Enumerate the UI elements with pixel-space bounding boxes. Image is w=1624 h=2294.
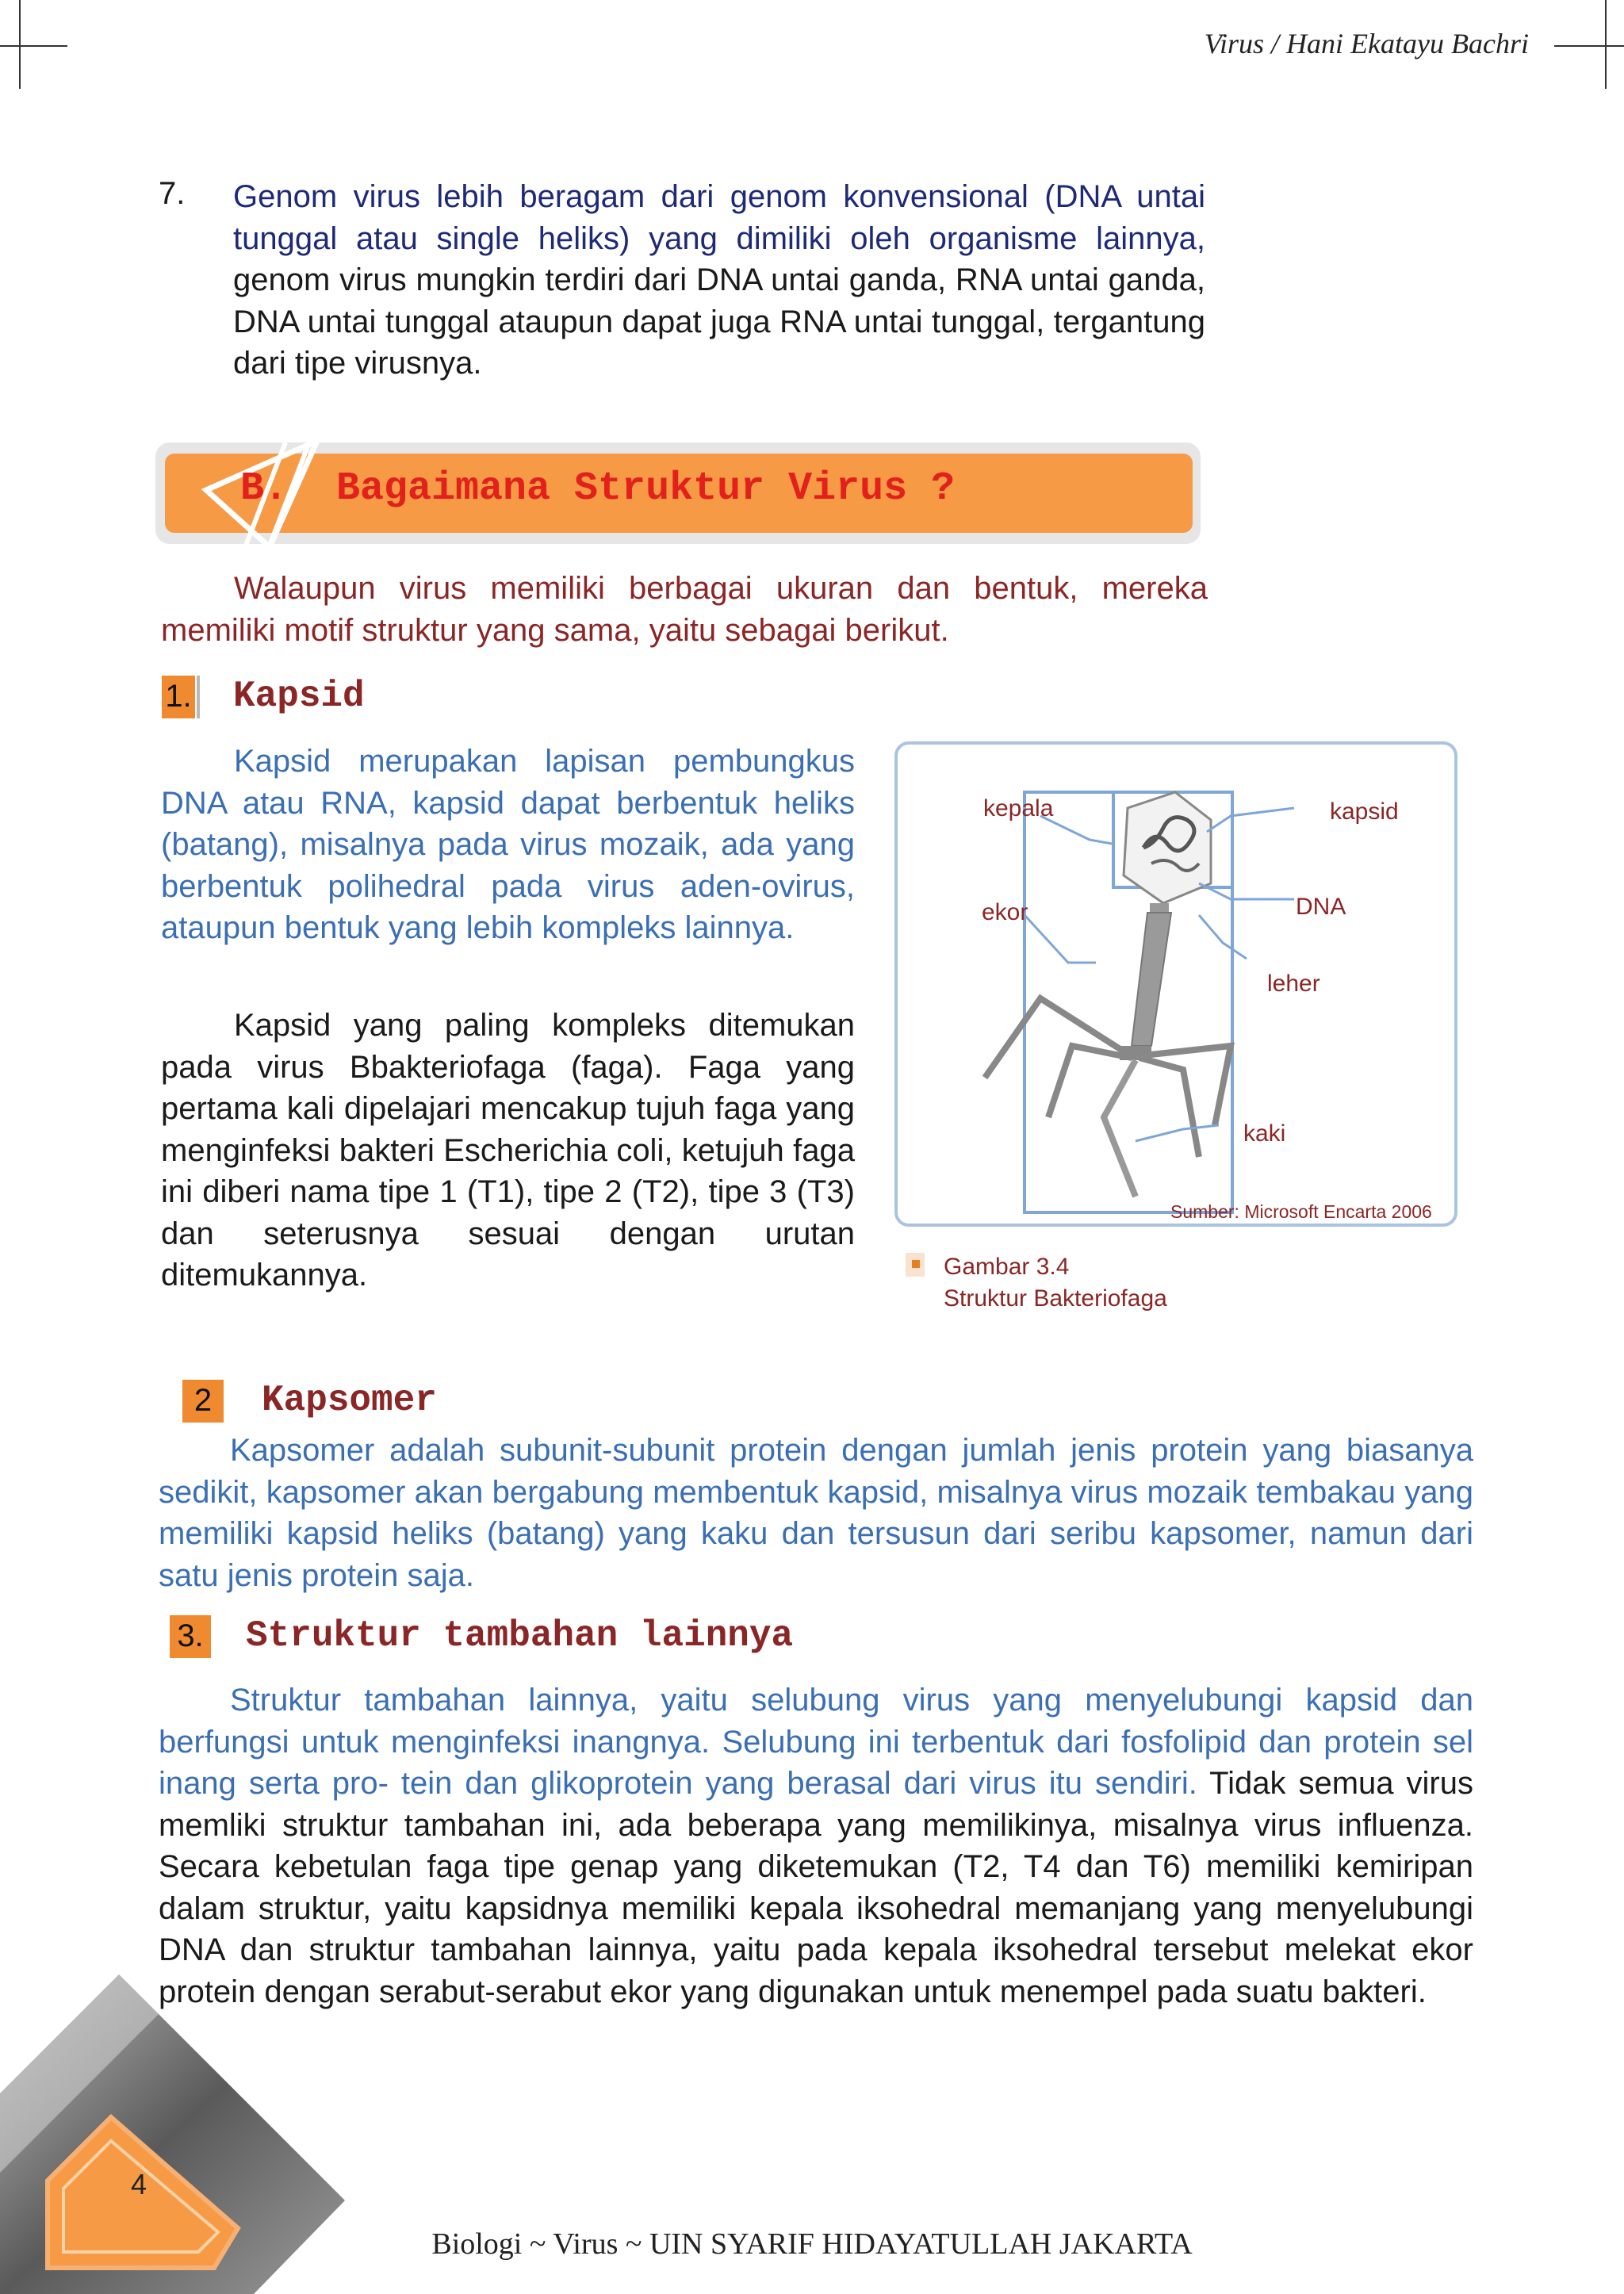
kapsid-badge-bar <box>197 676 200 718</box>
crop-mark-top-left-h <box>0 45 67 47</box>
section-title: Bagaimana Struktur Virus ? <box>336 466 956 511</box>
item7-paragraph <box>233 176 1205 385</box>
page-number: 4 <box>131 2168 147 2200</box>
label-ekor: ekor <box>982 899 1028 925</box>
crop-mark-top-left-v <box>19 0 21 89</box>
figure-caption <box>944 1251 1167 1315</box>
kapsid-paragraph-2: Kapsid yang paling kompleks ditemukan pada virus Bbakteriofaga (faga). Faga yang pertama kali dipelajari mencakup tujuh faga yang menginfeksi bakteri Escherichia coli, ketujuh faga ini diberi nama tipe 1 (T1), tipe 2 (T2), tipe 3 (T3) dan seterusnya sesuai dengan urutan ditemukannya. <box>161 1008 855 1293</box>
kapsid-paragraph-1: Kapsid merupakan lapisan pembungkus DNA atau RNA, kapsid dapat berbentuk heliks (batang), misalnya pada virus mozaik, ada yang berbentuk polihedral pada virus aden-ovirus, ataupun bentuk yang lebih kompleks lainnya. <box>161 744 855 945</box>
struktur-text: Tidak semua virus memliki struktur tambahan ini, ada beberapa yang memilikinya, misalnya virus influenza. Secara kebetulan faga tipe genap yang diketemukan (T2, T4 dan T6) memiliki kemiripan dalam struktur, yaitu kapsidnya memiliki kepala iksohedral memanjang yang menyelubungi DNA dan struktur tambahan lainnya, yaitu pada kepala iksohedral tersebut melekat ekor protein dengan serabut-serabut ekor yang digunakan untuk menempel pada suatu bakteri. <box>159 1766 1473 2009</box>
figure-source: Sumber: Microsoft Encarta 2006 <box>1170 1201 1432 1222</box>
running-header: Virus / Hani Ekatayu Bachri <box>1204 28 1529 59</box>
kapsomer-paragraph: Kapsomer adalah subunit-subunit protein dengan jumlah jenis protein yang biasanya sedikit, kapsomer akan bergabung membentuk kapsid, misalnya virus mozaik tembakau yang memiliki kapsid heliks (batang) yang kaku dan tersusun dari seribu kapsomer, namun dari satu jenis protein saja. <box>159 1433 1473 1593</box>
item7-text: genom virus mungkin terdiri dari DNA untai ganda, RNA untai ganda, DNA untai tunggal ataupun dapat juga RNA untai tunggal, tergantung dari tipe virusnya. <box>233 262 1205 381</box>
label-dna: DNA <box>1296 894 1346 920</box>
kapsomer-heading: Kapsomer <box>262 1380 437 1421</box>
section-letter: B. <box>240 466 289 511</box>
struktur-paragraph <box>159 1679 1473 2013</box>
label-kapsid: kapsid <box>1330 798 1399 825</box>
section-intro: Walaupun virus memiliki berbagai ukuran dan bentuk, mereka memiliki motif struktur yang sama, yaitu sebagai berikut. <box>161 571 1208 648</box>
caption-title: Struktur Bakteriofaga <box>944 1285 1167 1312</box>
label-kaki: kaki <box>1243 1120 1286 1147</box>
label-leher: leher <box>1267 971 1320 997</box>
crop-mark-top-right-h <box>1554 45 1624 47</box>
kapsid-number-badge: 1. <box>162 676 195 718</box>
list-number-7: 7. <box>159 176 186 211</box>
label-kepala: kepala <box>983 795 1054 821</box>
kapsid-heading: Kapsid <box>233 676 365 717</box>
page-footer: Biologi ~ Virus ~ UIN SYARIF HIDAYATULLAH JAKARTA <box>431 2227 1193 2261</box>
caption-icon <box>906 1253 925 1277</box>
caption-number: Gambar 3.4 <box>944 1254 1070 1280</box>
item7-text-highlight: Genom virus lebih beragam dari genom konvensional (DNA untai tunggal atau single heliks) yang dimiliki oleh organisme lainnya, <box>233 179 1205 256</box>
crop-mark-top-right-v <box>1605 0 1607 89</box>
struktur-heading: Struktur tambahan lainnya <box>246 1615 794 1656</box>
struktur-number-badge: 3. <box>170 1615 211 1658</box>
struktur-text-highlight: Struktur tambahan lainnya, yaitu selubung virus yang menyelubungi kapsid dan berfungsi untuk menginfeksi inangnya. Selubung ini terbentuk dari fosfolipid dan protein sel inang serta pro- tein dan glikoprotein yang berasal dari virus itu sendiri. <box>159 1683 1473 1801</box>
kapsomer-number-badge: 2 <box>182 1380 224 1423</box>
